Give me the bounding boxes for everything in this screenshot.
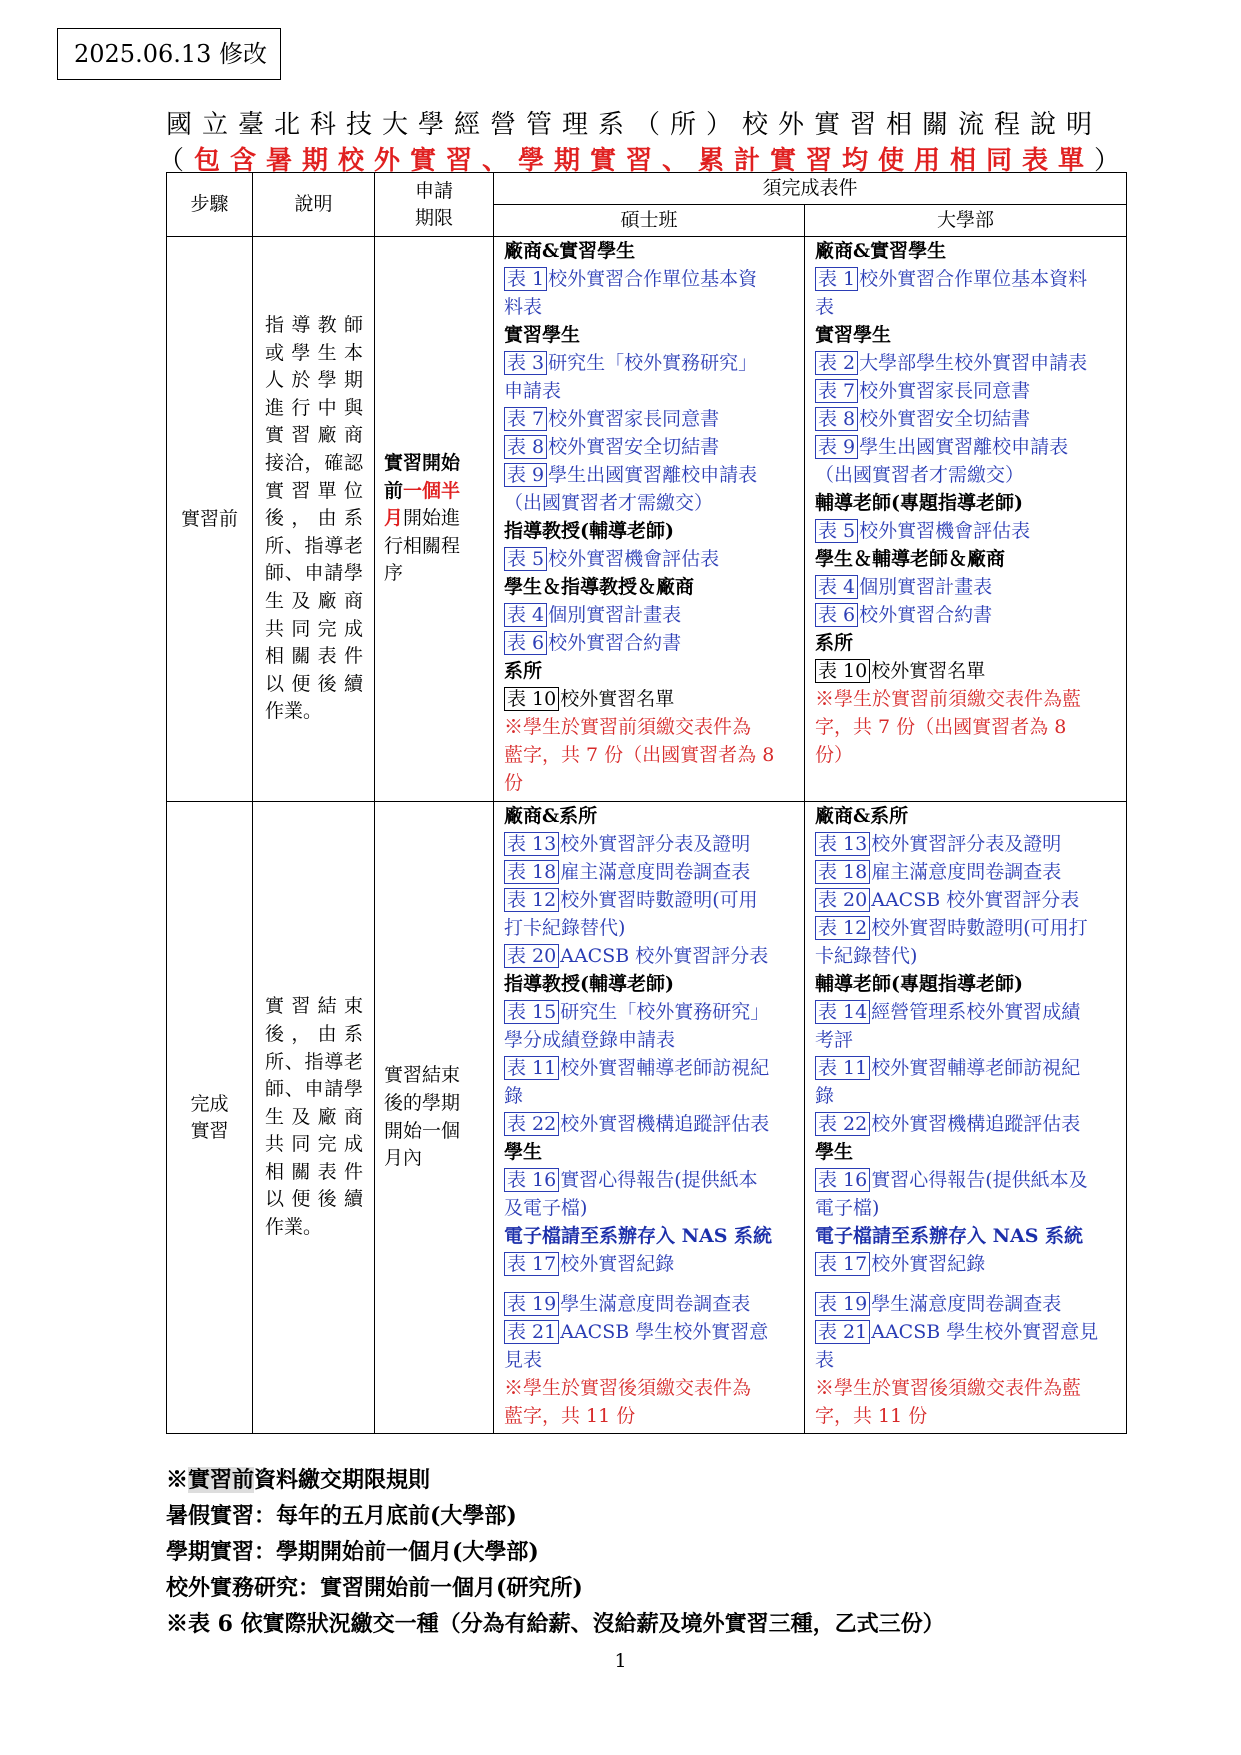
form-item: 表 17 校外實習紀錄 (815, 1250, 1122, 1278)
process-table (166, 172, 1127, 1434)
form-item: 表 13 校外實習評分表及證明 (815, 830, 1122, 858)
form-item: 表 13 校外實習評分表及證明 (504, 830, 800, 858)
forms-before-undergrad: 廠商&實習學生 表 1 校外實習合作單位基本資料 表 實習學生 表 2 大學部學生校外實習申請表 表 7 校外實習家長同意書 表 8 校外實習安全切結書 表 9 學生出國實習離校申請表 （出國實習者才需繳交） 輔導老師(專題指導老師) 表 5 校外實習機會評估表 學生＆輔導老師＆廠商 表 4 個別實習計畫表 表 6 校外實習合約書 系所 表 10 校外實習名單 ※學生於實習前須繳交表件為藍 字，共 7 份（出國實習者為 8 份） (805, 237, 1127, 802)
footer-notes (166, 1462, 945, 1642)
revision-stamp: 2025.06.13 修改 (57, 28, 281, 80)
footer-research: 校外實務研究：實習開始前一個月(研究所) (166, 1575, 583, 1601)
form-item: 表 17 校外實習紀錄 (504, 1250, 800, 1278)
form-item: 表 6 校外實習合約書 (815, 601, 1122, 629)
footer-summer: 暑假實習：每年的五月底前(大學部) (166, 1503, 517, 1529)
form-item: 表 6 校外實習合約書 (504, 629, 800, 657)
header-period: 申請 期限 (375, 173, 494, 237)
forms-after-undergrad: 廠商&系所 表 13 校外實習評分表及證明 表 18 雇主滿意度問卷調查表 表 20 AACSB 校外實習評分表 表 12 校外實習時數證明(可用打 卡紀錄替代) 輔導老師(專題指導老師) 表 14 經營管理系校外實習成績 考評 表 11 校外實習輔導老師訪視紀 錄 表 22 校外實習機構追蹤評估表 學生 表 16 實習心得報告(提供紙本及 電子檔) 電子檔請至系辦存入 NAS 系統 表 17 校外實習紀錄 表 19 學生滿意度問卷調查表 表 21 AACSB 學生校外實習意見 表 ※學生於實習後須繳交表件為藍 字，共 11 份 (805, 802, 1127, 1434)
form-item: 表 9 學生出國實習離校申請表 (504, 461, 800, 489)
form-item: 表 3 研究生「校外實務研究」 (504, 349, 800, 377)
form-item: 表 21 AACSB 學生校外實習意 (504, 1318, 800, 1346)
header-forms: 須完成表件 (494, 173, 1127, 205)
step-after: 完成 實習 (167, 802, 253, 1434)
header-description: 說明 (253, 173, 375, 237)
form-item: 表 8 校外實習安全切結書 (504, 433, 800, 461)
form-item: 表 4 個別實習計畫表 (815, 573, 1122, 601)
form-item: 表 19 學生滿意度問卷調查表 (815, 1290, 1122, 1318)
form-item: 表 21 AACSB 學生校外實習意見 (815, 1318, 1122, 1346)
period-after: 實習結束 後的學期 開始一個 月內 (375, 802, 494, 1434)
form-item: 表 11 校外實習輔導老師訪視紀 (815, 1054, 1122, 1082)
form-item: 表 7 校外實習家長同意書 (504, 405, 800, 433)
form-item: 表 1 校外實習合作單位基本資料 (815, 265, 1122, 293)
step-before: 實習前 (167, 237, 253, 802)
footer-form6: ※表 6 依實際狀況繳交一種（分為有給薪、沒給薪及境外實習三種，乙式三份） (166, 1611, 945, 1637)
form-item: 表 11 校外實習輔導老師訪視紀 (504, 1054, 800, 1082)
form-item: 表 22 校外實習機構追蹤評估表 (815, 1110, 1122, 1138)
document-subtitle: （包含暑期校外實習、學期實習、累計實習均使用相同表單） (158, 146, 1131, 176)
form-item: 表 20 AACSB 校外實習評分表 (815, 886, 1122, 914)
form-item: 表 15 研究生「校外實務研究」 (504, 998, 800, 1026)
form-item: 表 18 雇主滿意度問卷調查表 (815, 858, 1122, 886)
form-item: 表 16 實習心得報告(提供紙本及 (815, 1166, 1122, 1194)
form-item: 表 19 學生滿意度問卷調查表 (504, 1290, 800, 1318)
form-item: 表 16 實習心得報告(提供紙本 (504, 1166, 800, 1194)
form-item: 表 5 校外實習機會評估表 (504, 545, 800, 573)
form-item: 表 7 校外實習家長同意書 (815, 377, 1122, 405)
header-undergrad: 大學部 (805, 205, 1127, 237)
form-item: 表 18 雇主滿意度問卷調查表 (504, 858, 800, 886)
form-item: 表 4 個別實習計畫表 (504, 601, 800, 629)
form-item: 表 1 校外實習合作單位基本資 (504, 265, 800, 293)
header-step: 步驟 (167, 173, 253, 237)
page-number: 1 (614, 1650, 627, 1672)
form-item: 表 22 校外實習機構追蹤評估表 (504, 1110, 800, 1138)
forms-before-master: 廠商&實習學生 表 1 校外實習合作單位基本資 料表 實習學生 表 3 研究生「校外實務研究」 申請表 表 7 校外實習家長同意書 表 8 校外實習安全切結書 表 9 學生出國實習離校申請表 （出國實習者才需繳交） 指導教授(輔導老師) 表 5 校外實習機會評估表 學生＆指導教授＆廠商 表 4 個別實習計畫表 表 6 校外實習合約書 系所 表 10 校外實習名單 ※學生於實習前須繳交表件為 藍字，共 7 份（出國實習者為 8 份 (494, 237, 805, 802)
footer-rule-title: ※實習前資料繳交期限規則 (166, 1467, 431, 1493)
forms-after-master: 廠商&系所 表 13 校外實習評分表及證明 表 18 雇主滿意度問卷調查表 表 12 校外實習時數證明(可用 打卡紀錄替代) 表 20 AACSB 校外實習評分表 指導教授(輔導老師) 表 15 研究生「校外實務研究」 學分成績登錄申請表 表 11 校外實習輔導老師訪視紀 錄 表 22 校外實習機構追蹤評估表 學生 表 16 實習心得報告(提供紙本 及電子檔) 電子檔請至系辦存入 NAS 系統 表 17 校外實習紀錄 表 19 學生滿意度問卷調查表 表 21 AACSB 學生校外實習意 見表 ※學生於實習後須繳交表件為 藍字，共 11 份 (494, 802, 805, 1434)
form-item: 表 12 校外實習時數證明(可用打 (815, 914, 1122, 942)
form-item: 表 8 校外實習安全切結書 (815, 405, 1122, 433)
document-title: 國立臺北科技大學經營管理系（所）校外實習相關流程說明 (166, 110, 1103, 140)
period-before: 實習開始 前一個半 月開始進 行相關程 序 (375, 237, 494, 802)
form-item: 表 14 經營管理系校外實習成績 (815, 998, 1122, 1026)
footer-semester: 學期實習：學期開始前一個月(大學部) (166, 1539, 539, 1565)
form-item: 表 5 校外實習機會評估表 (815, 517, 1122, 545)
form-item: 表 20 AACSB 校外實習評分表 (504, 942, 800, 970)
header-master: 碩士班 (494, 205, 805, 237)
form-item: 表 2 大學部學生校外實習申請表 (815, 349, 1122, 377)
desc-before: 指導教師 或學生本 人於學期 進行中與 實習廠商 接洽，確認 實習單位 後，由系 所、指導老 師、申請學 生及廠商 共同完成 相關表件 以便後續 作業。 (253, 237, 375, 802)
form-item: 表 12 校外實習時數證明(可用 (504, 886, 800, 914)
form-item: 表 10 校外實習名單 (815, 657, 1122, 685)
form-item: 表 10 校外實習名單 (504, 685, 800, 713)
form-item: 表 9 學生出國實習離校申請表 (815, 433, 1122, 461)
desc-after: 實習結束 後，由系 所、指導老 師、申請學 生及廠商 共同完成 相關表件 以便後續 作業。 (253, 802, 375, 1434)
